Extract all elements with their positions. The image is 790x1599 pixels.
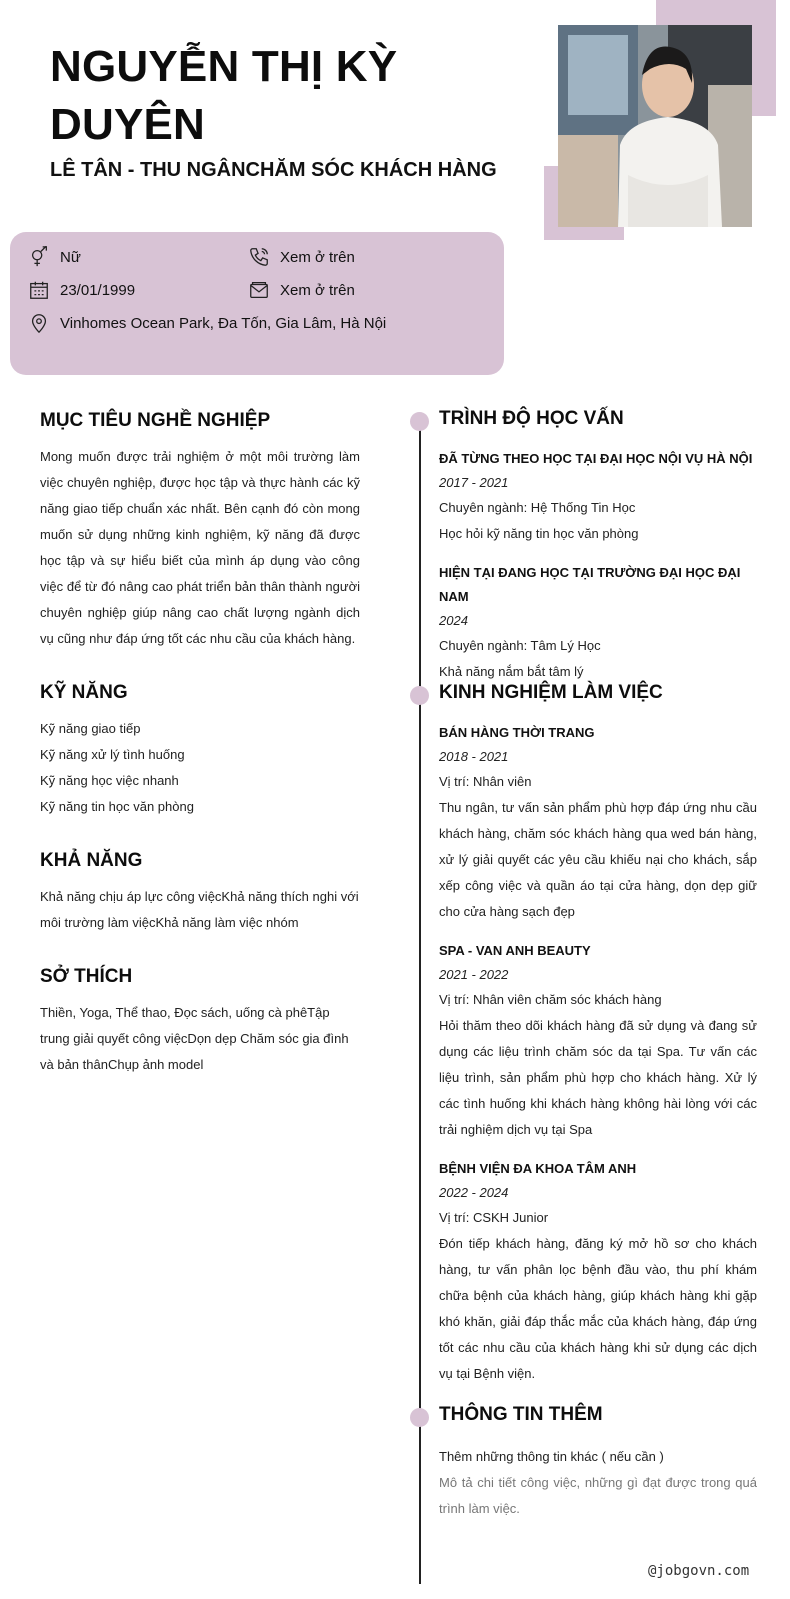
phone-icon — [248, 246, 270, 268]
additional-title: THÔNG TIN THÊM — [439, 1404, 603, 1425]
experience-time: 2022 - 2024 — [439, 1185, 509, 1200]
location-icon — [28, 312, 50, 334]
hobbies-title: SỞ THÍCH — [40, 966, 133, 987]
experience-position: Vị trí: Nhân viên chăm sóc khách hàng — [439, 992, 662, 1007]
education-title: TRÌNH ĐỘ HỌC VẤN — [439, 408, 624, 429]
left-column — [40, 410, 360, 1108]
experience-entry — [439, 721, 757, 925]
school-name: ĐÃ TỪNG THEO HỌC TẠI ĐẠI HỌC NỘI VỤ HÀ NỘI — [439, 451, 753, 466]
education-note: Học hỏi kỹ năng tin học văn phòng — [439, 526, 639, 541]
experience-description: Thu ngân, tư vấn sản phẩm phù hợp đáp ứng nhu cầu khách hàng, chăm sóc khách hàng qua wed bán hàng, xử lý giải quyết các yêu cầu khiếu nại cho khách, sắp xếp công việc và quần áo tại cửa hàng, dọn dẹp giữ cho cửa hàng sạch đẹp — [439, 800, 757, 919]
skill-item: Kỹ năng học việc nhanh — [40, 773, 179, 788]
skill-item: Kỹ năng giao tiếp — [40, 721, 141, 736]
contact-gender — [28, 246, 81, 268]
objective-text: Mong muốn được trải nghiệm ở một môi trường làm việc chuyên nghiệp, được học tập và thực hành các kỹ năng giao tiếp chuẩn xác nhất. Bên cạnh đó còn mong muốn sử dụng những kinh nghiệm, kỹ năng đã được học tập và sự hiểu biết của mình áp dụng vào công việc để từ đó nâng cao phát triển bản thân thành người chuyên nghiệp giúp nâng cao chất lượng ngành dịch vụ cũng như đáp ứng tốt các nhu cầu của khách hàng. — [40, 449, 360, 646]
school-name: HIỆN TẠI ĐANG HỌC TẠI TRƯỜNG ĐẠI HỌC ĐẠI NAM — [439, 565, 741, 604]
abilities-section — [40, 850, 360, 936]
objective-title: MỤC TIÊU NGHỀ NGHIỆP — [40, 410, 271, 431]
additional-content — [439, 1444, 757, 1522]
experience-position: Vị trí: Nhân viên — [439, 774, 532, 789]
job-title: LÊ TÂN - THU NGÂNCHĂM SÓC KHÁCH HÀNG — [50, 159, 497, 181]
timeline-dot — [410, 1408, 429, 1427]
additional-line: Thêm những thông tin khác ( nếu cần ) — [439, 1449, 664, 1464]
email-value[interactable]: Xem ở trên — [280, 281, 355, 299]
timeline-dot — [410, 686, 429, 705]
experience-description: Đón tiếp khách hàng, đăng ký mở hồ sơ cho khách hàng, tư vấn phân lọc bệnh đầu vào, thu phí khám chữa bệnh của khách hàng, giúp khách hàng khi gặp khó khăn, giải đáp thắc mắc của khách hàng, đáp ứng tốt các nhu cầu của khách hàng khi sử dụng các dịch vụ tại Bệnh viện. — [439, 1236, 757, 1381]
phone-value[interactable]: Xem ở trên — [280, 248, 355, 266]
contact-box — [10, 232, 504, 375]
education-major: Chuyên ngành: Hệ Thống Tin Học — [439, 500, 636, 515]
gender-icon — [28, 246, 50, 268]
contact-address — [28, 312, 386, 334]
company-name: BÁN HÀNG THỜI TRANG — [439, 725, 595, 740]
education-entry — [439, 561, 757, 685]
contact-email — [248, 279, 355, 301]
abilities-title: KHẢ NĂNG — [40, 850, 143, 871]
gender-value: Nữ — [60, 248, 81, 266]
additional-description: Mô tả chi tiết công việc, những gì đạt được trong quá trình làm việc. — [439, 1475, 757, 1516]
education-time: 2024 — [439, 613, 468, 628]
education-major: Chuyên ngành: Tâm Lý Học — [439, 638, 601, 653]
objective-section — [40, 410, 360, 652]
experience-entry — [439, 939, 757, 1143]
experience-time: 2018 - 2021 — [439, 749, 509, 764]
hobbies-section — [40, 966, 360, 1078]
timeline-dot — [410, 412, 429, 431]
contact-phone — [248, 246, 355, 268]
candidate-name: NGUYỄN THỊ KỲ DUYÊN — [50, 42, 398, 149]
education-entry — [439, 447, 757, 547]
address-value: Vinhomes Ocean Park, Đa Tốn, Gia Lâm, Hà Nội — [60, 314, 387, 332]
watermark: @jobgovn.com — [648, 1563, 750, 1579]
experience-title: KINH NGHIỆM LÀM VIỆC — [439, 682, 663, 703]
experience-time: 2021 - 2022 — [439, 967, 509, 982]
additional-section — [439, 1404, 757, 1522]
experience-description: Hỏi thăm theo dõi khách hàng đã sử dụng và đang sử dụng các liệu trình chăm sóc da tại Spa. Tư vấn các liệu trình, sản phẩm phù hợp cho khách hàng. Xử lý các tình huống khi khách hàng không hài lòng với các trải nghiệm dịch vụ tại Spa — [439, 1018, 757, 1137]
company-name: BỆNH VIỆN ĐA KHOA TÂM ANH — [439, 1161, 637, 1176]
education-section — [439, 408, 757, 685]
education-note: Khả năng nắm bắt tâm lý — [439, 664, 584, 679]
experience-section — [439, 682, 757, 1387]
mail-icon — [248, 279, 270, 301]
experience-position: Vị trí: CSKH Junior — [439, 1210, 549, 1225]
education-time: 2017 - 2021 — [439, 475, 509, 490]
experience-entry — [439, 1157, 757, 1387]
profile-photo — [558, 25, 752, 227]
calendar-icon — [28, 279, 50, 301]
hobbies-text: Thiền, Yoga, Thể thao, Đọc sách, uống cà phêTập trung giải quyết công việcDọn dẹp Chăm sóc gia đình và bản thânChụp ảnh model — [40, 1005, 349, 1072]
dob-value: 23/01/1999 — [60, 281, 136, 299]
skills-title: KỸ NĂNG — [40, 682, 128, 703]
skills-section — [40, 682, 360, 820]
skill-item: Kỹ năng xử lý tình huống — [40, 747, 185, 762]
contact-dob — [28, 279, 135, 301]
company-name: SPA - VAN ANH BEAUTY — [439, 943, 591, 958]
skill-item: Kỹ năng tin học văn phòng — [40, 799, 194, 814]
abilities-text: Khả năng chịu áp lực công việcKhả năng thích nghi với môi trường làm việcKhả năng làm việc nhóm — [40, 889, 359, 930]
